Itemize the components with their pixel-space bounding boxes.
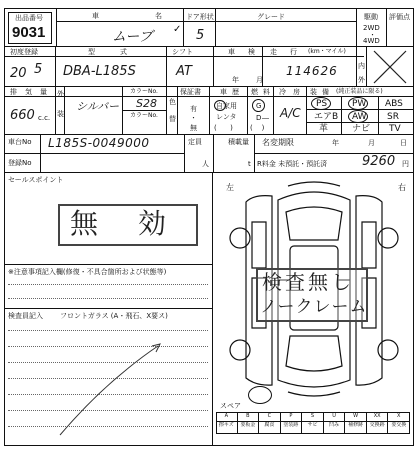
drive-2wd: 2WD <box>363 24 380 32</box>
legend-code: S <box>302 413 324 421</box>
capacity-unit: 人 <box>202 160 209 168</box>
reg-year: 20 <box>10 66 27 81</box>
name-change-month: 月 <box>368 139 375 147</box>
fuel-circle <box>252 99 265 112</box>
insp-month-unit: 月 <box>256 76 263 84</box>
legend-desc: 交換跡 <box>367 422 389 433</box>
load-label: 積載量 <box>228 138 249 146</box>
ac-label: 冷 <box>279 88 286 96</box>
equip-aw-circle <box>348 110 368 123</box>
warranty-no: 無 <box>190 124 197 132</box>
inside-label: 内 <box>358 62 365 70</box>
type-label2: 式 <box>120 48 127 56</box>
type-value: DBA-L185S <box>63 64 136 79</box>
legend-desc: サビ <box>302 422 324 433</box>
equip-label2: 備 <box>322 88 329 96</box>
equip-pw: PW <box>352 99 367 109</box>
doors-label: ドア形状 <box>186 13 214 21</box>
inspection-label2: 検 <box>248 48 255 56</box>
name-change-label: 名変期限 <box>262 138 294 147</box>
legend-code: C <box>259 413 281 421</box>
interior-short: 装 <box>57 110 64 118</box>
capacity-label: 定員 <box>188 138 202 146</box>
displacement-label: 排 <box>10 88 17 96</box>
history-paren: ( ) <box>214 124 233 132</box>
front-glass-label: フロントガラス (A・飛石、X要ス) <box>60 312 168 320</box>
mileage-label: 走 <box>270 48 277 56</box>
fuel-label2: 料 <box>263 88 270 96</box>
drive-dot: ・ <box>369 31 376 39</box>
chassis-label: 車台No <box>8 138 32 146</box>
cc-unit: c.c. <box>38 114 51 122</box>
left-label: 左 <box>226 183 234 192</box>
model-name: ムーブ <box>112 29 153 45</box>
history-label: 車 <box>220 88 227 96</box>
check-mark: ✓ <box>173 24 182 35</box>
mileage-value: 114626 <box>286 64 338 78</box>
exterior-label: 外 <box>358 76 365 84</box>
color-code-label-2: カラーNo. <box>130 112 158 119</box>
equip-airbag: エアB <box>314 112 339 122</box>
name-change-day: 日 <box>400 139 407 147</box>
spare-tire-circle <box>248 386 272 404</box>
color-side-label2: 替 <box>169 115 176 123</box>
right-label: 右 <box>398 183 406 192</box>
equip-abs: ABS <box>385 99 403 109</box>
equip-tv: TV <box>389 124 401 134</box>
equip-ps-circle <box>311 97 331 110</box>
fuel-label: 燃 <box>251 88 258 96</box>
color-side-label: 色 <box>169 98 176 106</box>
legend-code: W <box>345 413 367 421</box>
fuel-paren: ( ) <box>250 124 265 132</box>
reg-label: 登録No <box>8 159 32 167</box>
equip-ps: PS <box>316 99 328 109</box>
drive-label: 駆動 <box>364 13 378 21</box>
void-stamp-text: 無 効 <box>70 207 173 240</box>
legend-desc: 腐食 <box>259 422 281 433</box>
warranty-dot: ・ <box>190 114 197 122</box>
recycle-value: 9260 <box>362 154 396 169</box>
load-unit: t <box>248 160 251 168</box>
color-value: シルバー <box>76 100 119 113</box>
stamp-line1: 検査無し <box>262 270 354 294</box>
legend-code: B <box>238 413 260 421</box>
type-label: 型 <box>88 48 95 56</box>
name-label: 名 <box>155 12 162 20</box>
inspection-label: 車 <box>228 48 235 56</box>
insp-year-unit: 年 <box>232 76 239 84</box>
inspector-label: 検査員記入 <box>8 312 43 320</box>
shift-value: AT <box>176 64 192 79</box>
spare-label: スペア <box>220 402 241 410</box>
fuel-d: D <box>256 114 262 122</box>
grade-label: グレード <box>257 13 285 21</box>
history-label2: 歴 <box>232 88 239 96</box>
inspector-scribble <box>40 340 190 440</box>
history-rental: レンタ <box>216 113 237 121</box>
lot-number: 9031 <box>12 24 46 41</box>
equip-sr: SR <box>387 112 399 122</box>
fuel-dash: ― <box>262 114 269 122</box>
legend-desc: 塗装跡 <box>281 422 303 433</box>
legend-desc: 凹み <box>324 422 346 433</box>
displacement-label2: 気 <box>25 88 32 96</box>
ac-label2: 房 <box>293 88 300 96</box>
stamp-line2: ノークレーム <box>260 297 368 317</box>
displacement-value: 660 <box>10 108 35 123</box>
equip-label: 装 <box>310 88 317 96</box>
notes-label: ※注意事項記入欄(修復・不具合箇所および状態等) <box>8 268 167 276</box>
score-cross <box>368 47 412 87</box>
sales-point-label: セールスポイント <box>8 176 64 184</box>
chassis-value: L185S-0049000 <box>48 136 150 150</box>
equip-aw: AW <box>352 112 367 122</box>
exterior-short: 外 <box>57 90 64 98</box>
color-code-value: S28 <box>136 97 157 110</box>
drive-4wd: 4WD <box>363 37 380 45</box>
mileage-label2: 行 <box>290 48 297 56</box>
recycle-unit: 円 <box>402 160 409 168</box>
legend-code: X <box>388 413 410 421</box>
legend-code: P <box>281 413 303 421</box>
equip-pw-circle <box>348 97 368 110</box>
legend-desc: 補修跡 <box>345 422 367 433</box>
shift-label: シフト <box>172 48 193 56</box>
history-circle <box>214 100 226 111</box>
reg-month: 5 <box>34 62 43 77</box>
history-self: 自家用 <box>216 102 237 110</box>
legend-desc: 要交換 <box>388 422 410 433</box>
legend-code: U <box>324 413 346 421</box>
score-label: 評価点 <box>389 13 410 21</box>
displacement-label3: 量 <box>40 88 47 96</box>
legend-desc: 要板金 <box>238 422 260 433</box>
mileage-unit: (km・マイル) <box>308 48 346 55</box>
first-reg-label: 初度登録 <box>10 48 38 56</box>
lot-label: 出品番号 <box>15 14 43 22</box>
color-code-label: カラーNo. <box>130 88 158 95</box>
make-label: 車 <box>92 12 99 20</box>
equip-leather: 革 <box>319 124 329 134</box>
recycle-label: R料金 未預託・預託済 <box>257 160 328 168</box>
legend-code: A <box>216 413 238 421</box>
warranty-yes: 有 <box>190 105 197 113</box>
legend-desc: 擦キズ <box>216 422 238 433</box>
fuel-g: G <box>256 102 262 110</box>
name-change-year: 年 <box>332 139 339 147</box>
equip-note: (純正装品に限る) <box>336 88 383 95</box>
ac-value: A/C <box>280 106 301 120</box>
equip-navi: ナビ <box>352 124 371 134</box>
legend-code: XX <box>367 413 389 421</box>
warranty-label: 保証書 <box>180 88 201 96</box>
doors-value: 5 <box>196 28 205 43</box>
